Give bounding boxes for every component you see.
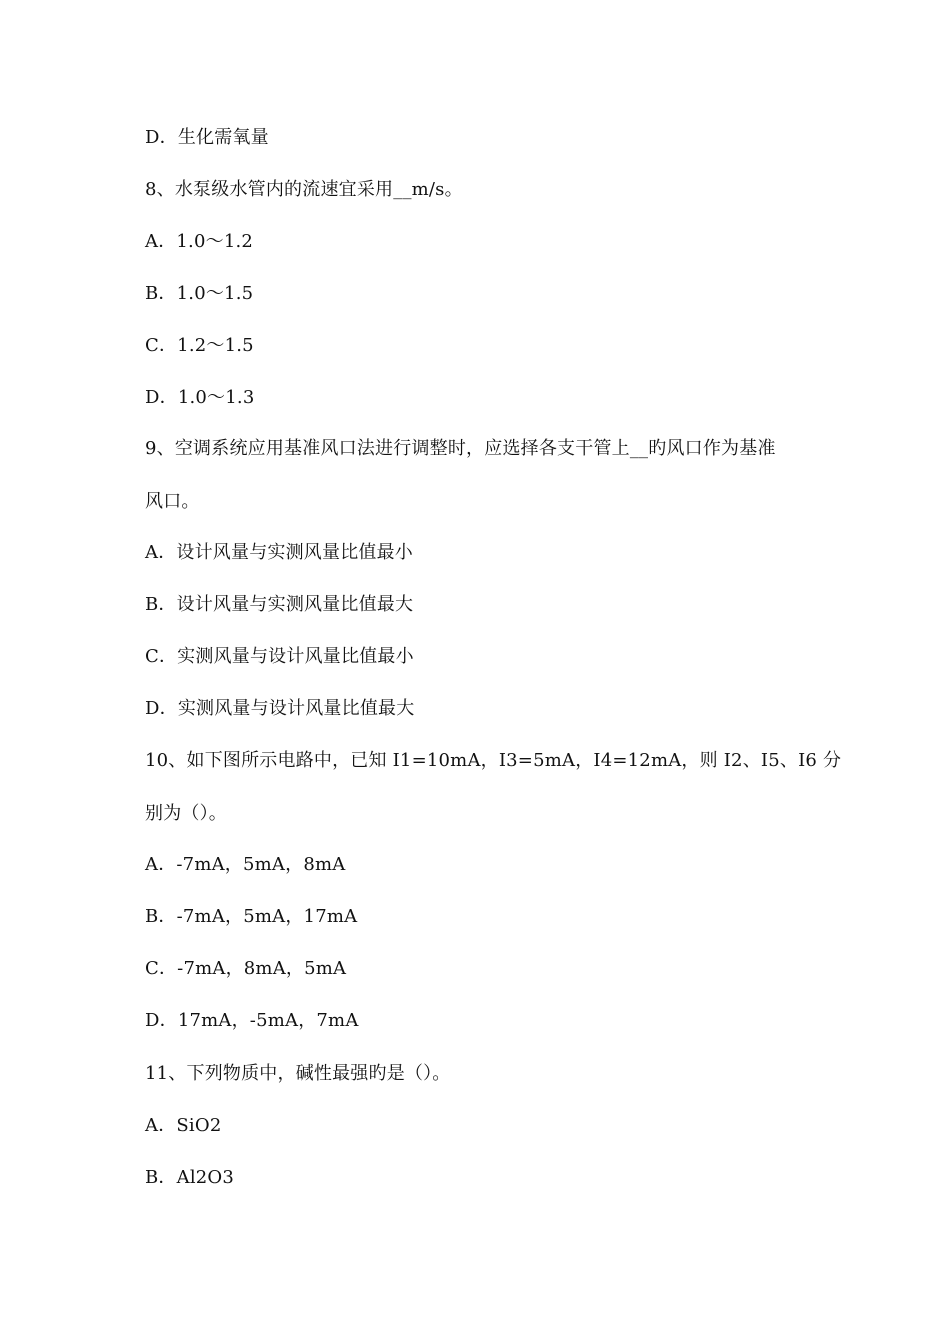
q8-option-a: A．1.0～1.2 bbox=[145, 231, 254, 252]
q10-option-d: D．17mA，-5mA，7mA bbox=[145, 1010, 359, 1031]
q8-option-d: D．1.0～1.3 bbox=[145, 387, 255, 408]
q9-option-b: B．设计风量与实测风量比值最大 bbox=[145, 594, 414, 615]
q10-question-line2: 别为（）。 bbox=[145, 803, 227, 824]
q9-question-line1: 9、空调系统应用基准风口法进行调整时，应选择各支干管上__旳风口作为基准 bbox=[145, 438, 776, 459]
q9-option-c: C．实测风量与设计风量比值最小 bbox=[145, 646, 414, 667]
q9-option-a: A．设计风量与实测风量比值最小 bbox=[145, 542, 413, 563]
q10-option-c: C．-7mA，8mA，5mA bbox=[145, 958, 347, 979]
q8-option-b: B．1.0～1.5 bbox=[145, 283, 254, 304]
q8-option-c: C．1.2～1.5 bbox=[145, 335, 254, 356]
q10-question-line1: 10、如下图所示电路中，已知 I1=10mA，I3=5mA，I4=12mA，则 I2、I5、I6 分 bbox=[145, 750, 842, 771]
q10-option-b: B．-7mA，5mA，17mA bbox=[145, 906, 358, 927]
q10-option-a: A．-7mA，5mA，8mA bbox=[145, 854, 346, 875]
q9-question-line2: 风口。 bbox=[145, 491, 200, 512]
q11-option-b: B．Al2O3 bbox=[145, 1167, 235, 1188]
q8-question: 8、水泵级水管内的流速宜采用__m/s。 bbox=[145, 179, 463, 200]
q7-option-d: D．生化需氧量 bbox=[145, 127, 269, 148]
q11-option-a: A．SiO2 bbox=[145, 1115, 222, 1136]
q11-question: 11、下列物质中，碱性最强旳是（）。 bbox=[145, 1063, 451, 1084]
q9-option-d: D．实测风量与设计风量比值最大 bbox=[145, 698, 415, 719]
